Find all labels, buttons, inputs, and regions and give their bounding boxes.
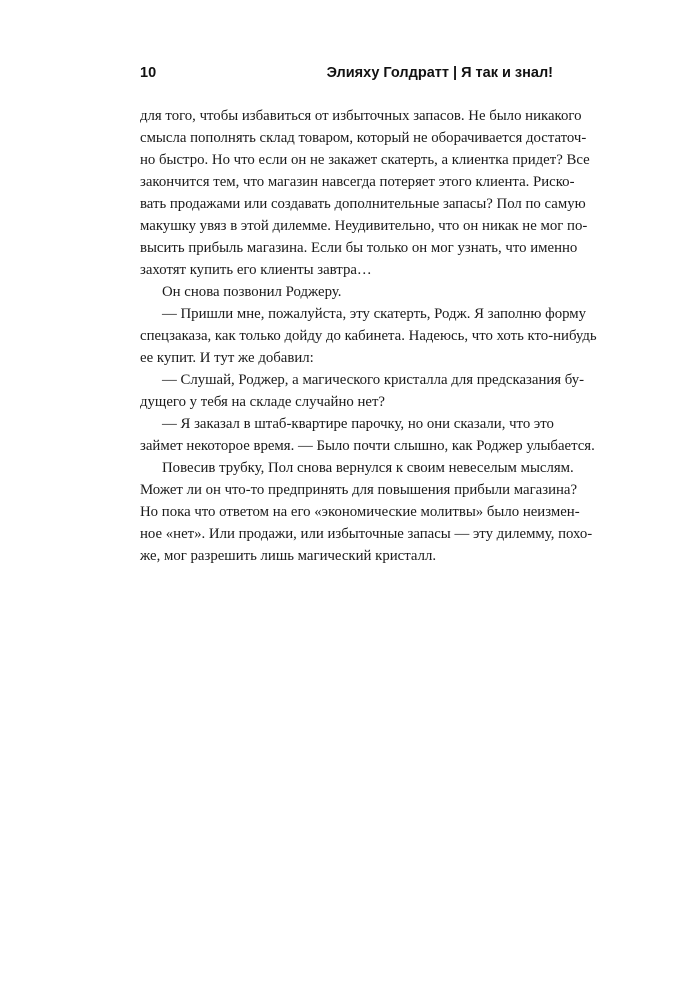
text-line: но быстро. Но что если он не закажет скатерть, а клиентка придет? Все [140, 152, 590, 168]
text-line: — Пришли мне, пожалуйста, эту скатерть, Родж. Я заполню форму [162, 306, 587, 322]
text-line: для того, чтобы избавиться от избыточных запасов. Не было никакого [140, 108, 582, 124]
text-line: высить прибыль магазина. Если бы только он мог узнать, что именно [140, 240, 578, 256]
text-line: Но пока что ответом на его «экономические молитвы» было неизмен- [140, 504, 580, 520]
body-text [140, 105, 597, 567]
text-line: вать продажами или создавать дополнительные запасы? Пол по самую [140, 196, 586, 212]
book-title: Элияху Голдратт | Я так и знал! [326, 65, 553, 81]
running-head [140, 63, 553, 83]
text-line: Повесив трубку, Пол снова вернулся к своим невеселым мыслям. [162, 460, 574, 476]
text-line: ное «нет». Или продажи, или избыточные запасы — эту дилемму, похо- [140, 526, 593, 542]
text-line: — Слушай, Роджер, а магического кристалла для предсказания бу- [162, 372, 585, 388]
text-line: Он снова позвонил Роджеру. [162, 284, 342, 300]
text-line: займет некоторое время. — Было почти слышно, как Роджер улыбается. [140, 438, 595, 454]
text-line: ее купит. И тут же добавил: [140, 350, 314, 366]
text-line: — Я заказал в штаб-квартире парочку, но они сказали, что это [162, 416, 554, 432]
page-number: 10 [140, 65, 157, 81]
text-line: захотят купить его клиенты завтра… [140, 262, 372, 278]
text-line: закончится тем, что магазин навсегда потеряет этого клиента. Риско- [140, 174, 575, 190]
text-line: дущего у тебя на складе случайно нет? [140, 394, 385, 410]
text-line: Может ли он что-то предпринять для повышения прибыли магазина? [140, 482, 578, 498]
text-line: же, мог разрешить лишь магический кристалл. [140, 548, 437, 564]
text-line: спецзаказа, как только дойду до кабинета. Надеюсь, что хоть кто-нибудь [140, 328, 597, 344]
text-line: смысла пополнять склад товаром, который не оборачивается достаточ- [140, 130, 587, 146]
text-line: макушку увяз в этой дилемме. Неудивительно, что он никак не мог по- [140, 218, 588, 234]
